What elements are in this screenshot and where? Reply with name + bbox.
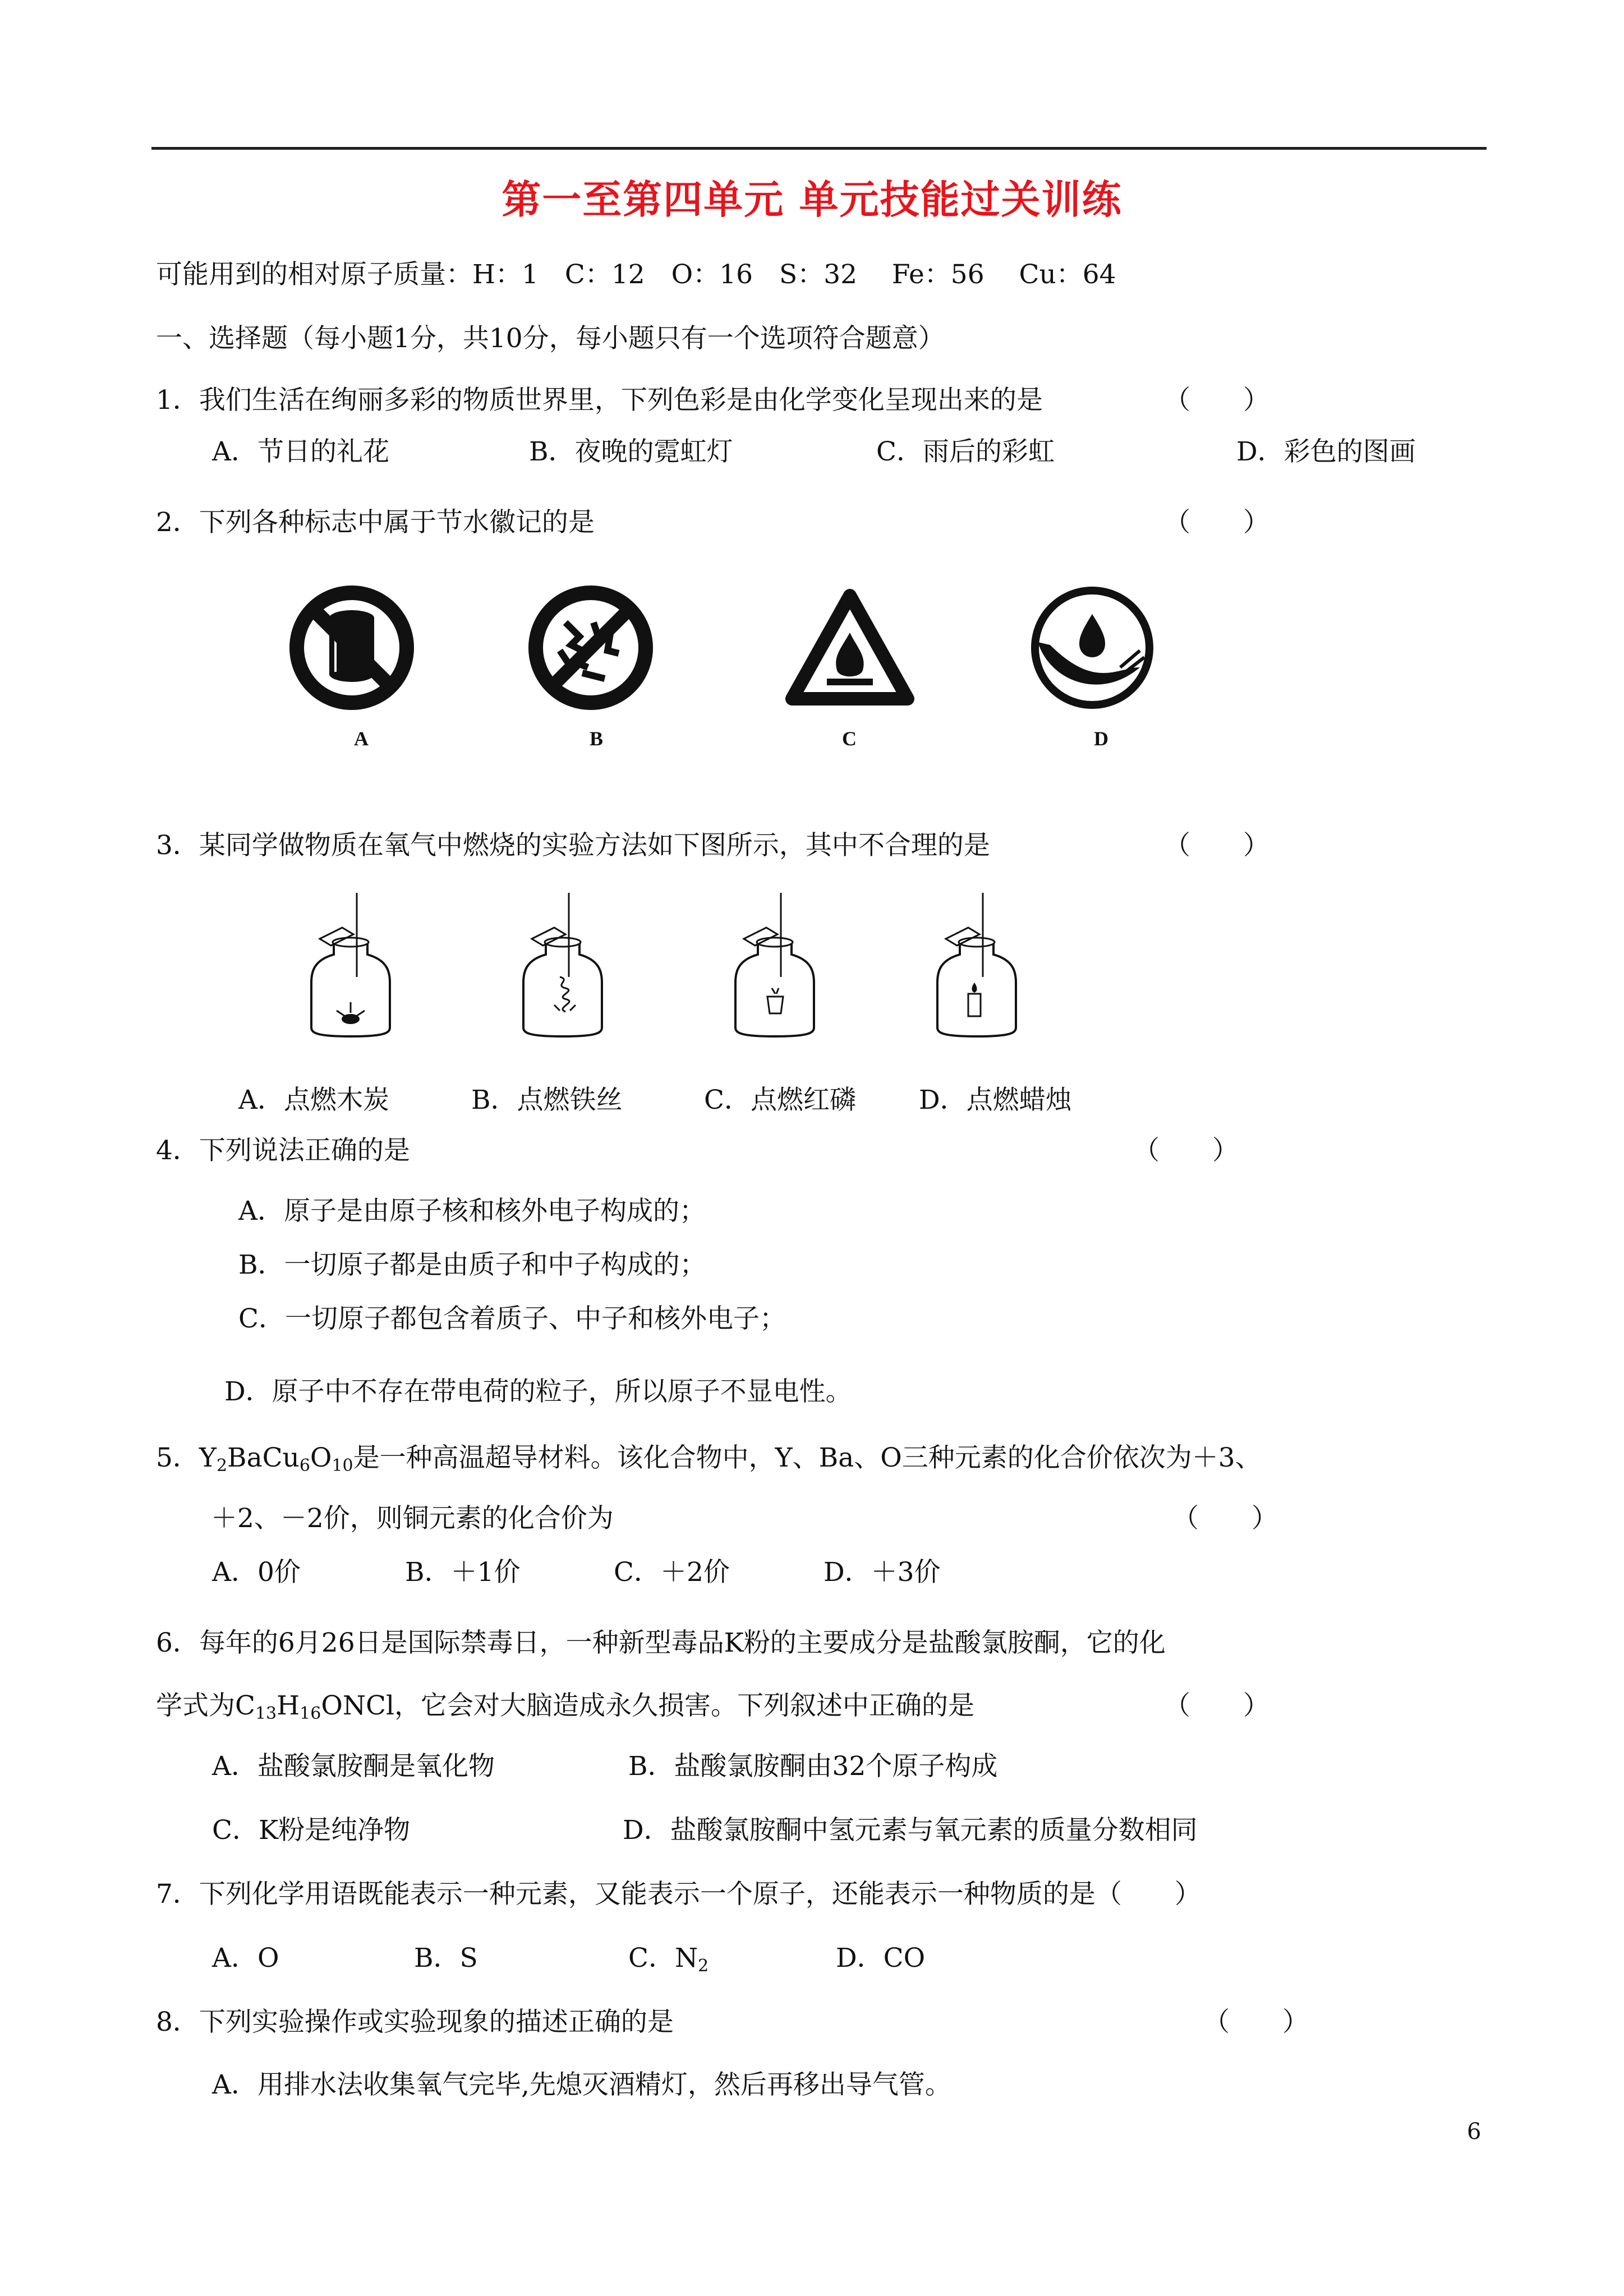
q3-option-b: B．点燃铁丝 (471, 1085, 623, 1115)
q3-option-c: C．点燃红磷 (704, 1085, 856, 1115)
page-title: 第一至第四单元 单元技能过关训练 (502, 176, 1122, 223)
fig-label-c: C (842, 727, 857, 750)
q8-text: 8．下列实验操作或实验现象的描述正确的是 (156, 2007, 674, 2037)
q4-option-c: C．一切原子都包含着质子、中子和核外电子； (238, 1303, 786, 1334)
q5-text-line2: ＋2、－2价，则铜元素的化合价为 (211, 1503, 614, 1534)
q5-text-line1: 5．$Y_2BaCu_6O_{10}$是一种高温超导材料。该化合物中，Y、Ba、O三种元素的化合价依次为＋3、 (156, 1442, 1262, 1476)
q2-answer-blank: （ ） (1164, 507, 1269, 538)
jar-charcoal-illustration (303, 893, 398, 1039)
q5-option-d: D．＋3价 (823, 1557, 941, 1588)
q4-option-b: B．一切原子都是由质子和中子构成的； (238, 1250, 706, 1280)
q1-text: 1．我们生活在绚丽多彩的物质世界里，下列色彩是由化学变化呈现出来的是 (156, 385, 1043, 416)
q1-option-b: B．夜晚的霓虹灯 (529, 436, 733, 467)
q6-formula: $C_{13}H_{16}$ (235, 1690, 321, 1723)
q8-option-a: A．用排水法收集氧气完毕,先熄灭酒精灯，然后再移出导气管。 (212, 2069, 951, 2100)
q3-answer-blank: （ ） (1164, 830, 1269, 861)
q6-option-c: C．K粉是纯净物 (212, 1815, 411, 1846)
jar-candle-illustration (929, 893, 1024, 1039)
q1-option-a: A．节日的礼花 (212, 436, 389, 467)
q6-option-d: D．盐酸氯胺酮中氢元素与氧元素的质量分数相同 (623, 1815, 1198, 1846)
q6-text-line2: 学式为$C_{13}H_{16}ONCl$，它会对大脑造成永久损害。下列叙述中正确的是 (156, 1690, 974, 1723)
no-oil-drum-icon (287, 583, 416, 712)
q7-text: 7．下列化学用语既能表示一种元素，又能表示一个原子，还能表示一种物质的是（ ） (156, 1879, 1201, 1910)
section-heading: 一、选择题（每小题1分，共10分，每小题只有一个选项符合题意） (156, 323, 945, 354)
jar-iron-wire-illustration (515, 893, 610, 1039)
q6-option-a: A．盐酸氯胺酮是氧化物 (212, 1751, 495, 1782)
fig-label-d: D (1094, 727, 1108, 750)
fig-label-b: B (589, 727, 603, 750)
q4-text: 4．下列说法正确的是 (156, 1135, 410, 1166)
q4-option-a: A．原子是由原子核和核外电子构成的； (238, 1196, 706, 1227)
q6-text-line1: 6．每年的6月26日是国际禁毒日，一种新型毒品K粉的主要成分是盐酸氯胺酮，它的化 (156, 1628, 1166, 1658)
q3-text: 3．某同学做物质在氧气中燃烧的实验方法如下图所示，其中不合理的是 (156, 830, 990, 861)
q7-option-d: D．CO (836, 1943, 926, 1974)
q1-answer-blank: （ ） (1164, 385, 1269, 416)
q3-option-d: D．点燃蜡烛 (919, 1085, 1072, 1115)
page-number: 6 (1467, 2119, 1482, 2145)
q7-option-c: C．$N_2$ (628, 1943, 709, 1976)
q1-option-d: D．彩色的图画 (1236, 436, 1416, 467)
q6-option-b: B．盐酸氯胺酮由32个原子构成 (628, 1751, 998, 1782)
q5-option-b: B．＋1价 (405, 1557, 521, 1588)
q7-option-b: B．S (414, 1943, 478, 1974)
q5-option-c: C．＋2价 (614, 1557, 730, 1588)
top-rule (151, 147, 1487, 150)
atomic-masses: 可能用到的相对原子质量：H：1 C：12 O：16 S：32 Fe：56 Cu：64 (156, 259, 1116, 290)
q1-option-c: C．雨后的彩虹 (876, 436, 1055, 467)
q7-option-a: A．O (212, 1943, 279, 1974)
q5-answer-blank: （ ） (1172, 1503, 1278, 1534)
fig-label-a: A (354, 727, 369, 750)
no-logging-icon (526, 583, 655, 712)
water-saving-icon (1028, 583, 1157, 712)
flammable-warning-icon (785, 589, 914, 707)
q8-answer-blank: （ ） (1203, 2007, 1309, 2037)
q4-answer-blank: （ ） (1133, 1135, 1239, 1166)
q3-option-a: A．点燃木炭 (238, 1085, 389, 1115)
q6-answer-blank: （ ） (1164, 1690, 1269, 1721)
q5-formula: $Y_2BaCu_6O_{10}$ (199, 1442, 353, 1476)
q5-option-a: A．0价 (212, 1557, 301, 1588)
q2-text: 2．下列各种标志中属于节水徽记的是 (156, 507, 595, 538)
jar-red-phosphorus-illustration (727, 893, 822, 1039)
q4-option-d: D．原子中不存在带电荷的粒子，所以原子不显电性。 (224, 1376, 852, 1407)
